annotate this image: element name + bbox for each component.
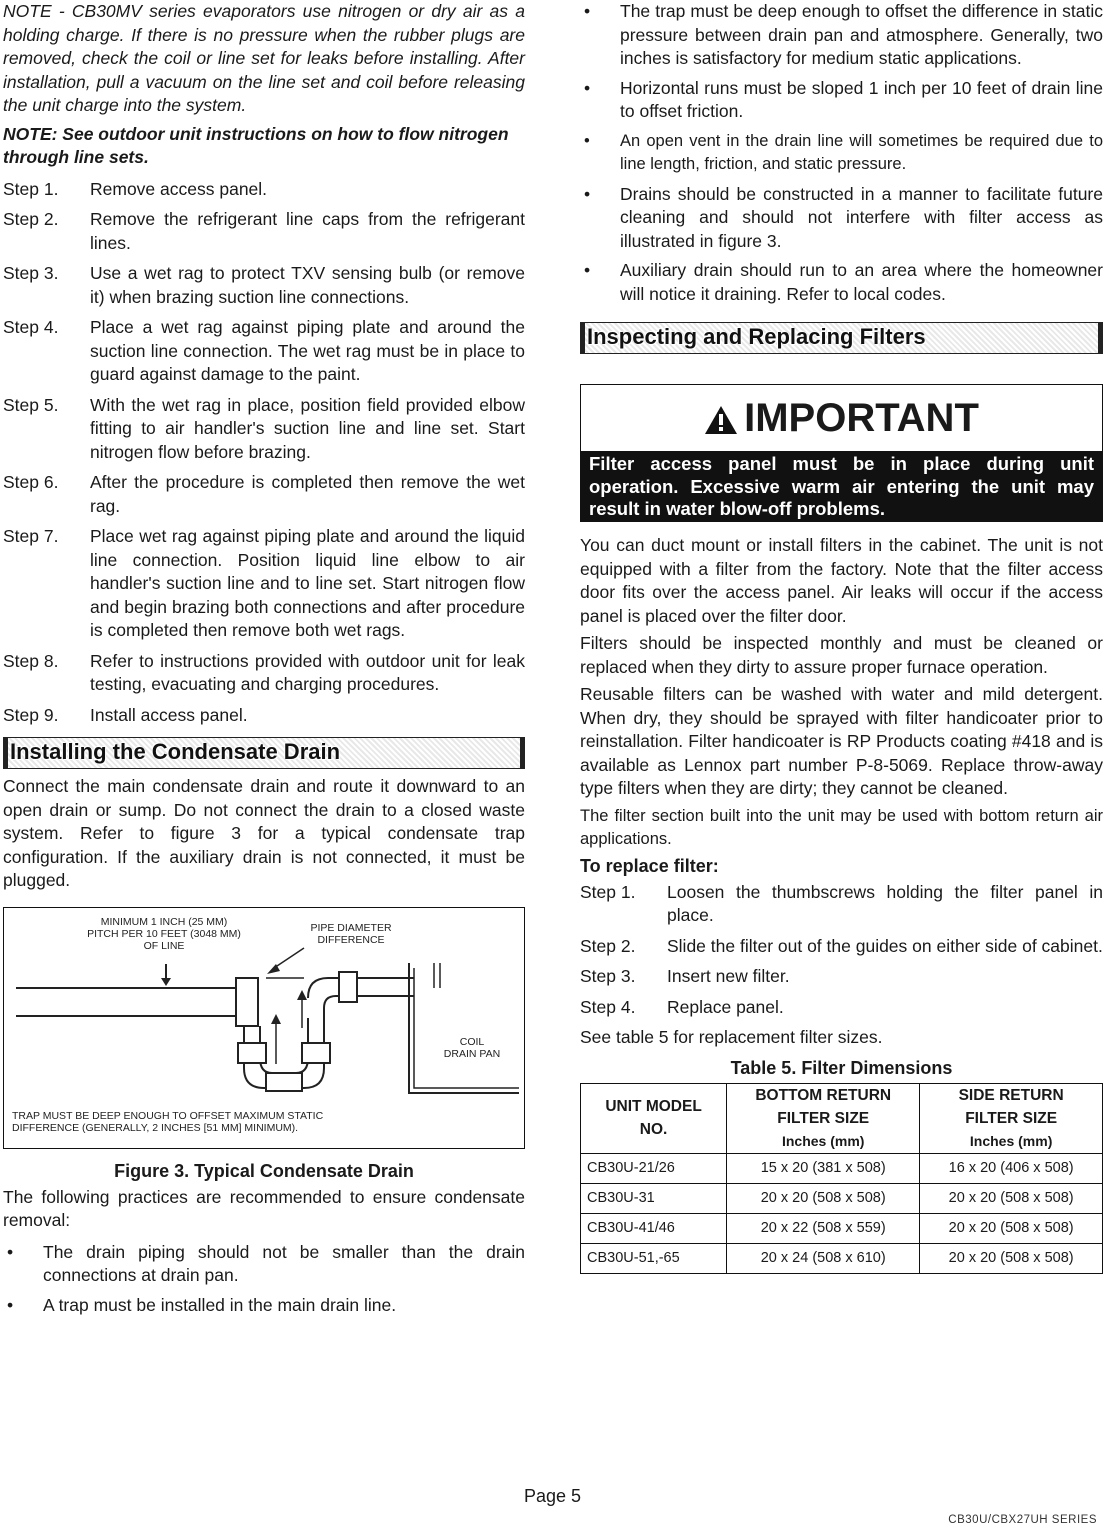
- col-bottom-return: BOTTOM RETURN FILTER SIZE Inches (mm): [727, 1083, 920, 1153]
- section-heading-text: Installing the Condensate Drain: [10, 739, 341, 764]
- figure-caption: Figure 3. Typical Condensate Drain: [114, 1160, 414, 1181]
- table-row: CB30U-31 20 x 20 (508 x 508) 20 x 20 (508 x 508): [581, 1183, 1103, 1213]
- trap-coupling-left: [238, 1043, 266, 1063]
- condensate-intro: Connect the main condensate drain and route it downward to an open drain or sump. Do not connect the drain to a closed waste system. Refer to figure 3 for a typical condensate trap configuration. If the auxiliary drain is not connected, it must be plugged.: [3, 776, 525, 890]
- filter-dimensions-table: [580, 1083, 1103, 1274]
- list-item: • The trap must be deep enough to offset the difference in static pressure between drain pan and atmosphere. Generally, two inches is satisfactory for medium static applications.: [584, 1, 1103, 68]
- section-heading-text: Inspecting and Replacing Filters: [587, 324, 926, 349]
- drain-pan-inner: [414, 968, 519, 1088]
- table-row: CB30U-41/46 20 x 22 (508 x 559) 20 x 20 (508 x 508): [581, 1213, 1103, 1243]
- list-item: • Horizontal runs must be sloped 1 inch per 10 feet of drain line to offset friction.: [584, 77, 1103, 121]
- holding-charge-note: NOTE - CB30MV series evaporators use nitrogen or dry air as a holding charge. If there is no pressure when the rubber plugs are removed, check the coil or line set for leaks before installing. After installation, pull a vacuum on the line set and coil before releasing the unit charge into the system.: [3, 1, 525, 115]
- filter-para: Filters should be inspected monthly and must be cleaned or replaced when they dirty to assure proper furnace operation.: [580, 633, 1103, 677]
- trap-depth-label: TRAP MUST BE DEEP ENOUGH TO OFFSET MAXIMUM STATIC DIFFERENCE (GENERALLY, 2 INCHES [51 MM] MINIMUM).: [12, 1109, 324, 1134]
- table-row: CB30U-51,-65 20 x 24 (508 x 610) 20 x 20 (508 x 508): [581, 1243, 1103, 1273]
- nitrogen-note: NOTE: See outdoor unit instructions on how to flow nitrogen through line sets.: [3, 123, 509, 167]
- step-item: Step 1. Remove access panel.: [3, 178, 268, 199]
- coil-drain-pan-label: COIL DRAIN PAN: [443, 1035, 501, 1060]
- trap-coupling-right: [302, 1043, 330, 1063]
- step-item: Step 7. Place wet rag against piping plate and around the liquid line connection. Position liquid line elbow to air handler's suction line and to line set. Start nitrogen flow and begin brazing both connections and after procedure is completed then remove both wet rags.: [3, 526, 525, 640]
- list-item: • A trap must be installed in the main drain line.: [7, 1294, 397, 1315]
- filter-para: The filter section built into the unit may be used with bottom return air applications.: [580, 806, 1103, 848]
- list-item: • Drains should be constructed in a manner to facilitate future cleaning and should not interfere with filter access as illustrated in figure 3.: [584, 183, 1103, 251]
- pipe-diameter-arrow: [274, 948, 304, 968]
- practices-list: [3, 1241, 525, 1318]
- step-item: Step 4. Replace panel.: [580, 996, 784, 1017]
- step-item: Step 3. Insert new filter.: [580, 966, 790, 986]
- list-item: • An open vent in the drain line will sometimes be required due to line length, friction, and static pressure.: [584, 131, 1103, 173]
- step-item: Step 4. Place a wet rag against piping plate and around the suction line connection. The wet rag must be in place to guard against damage to the paint.: [3, 317, 525, 384]
- filter-para: You can duct mount or install filters in the cabinet. The unit is not equipped with a filter from the factory. Note that the filter access door fits over the access panel. Air leaks will occur if the access panel is placed over the filter door.: [580, 535, 1103, 626]
- page-number: Page 5: [523, 1486, 582, 1506]
- coupling: [236, 978, 258, 1026]
- practices-intro: The following practices are recommended to ensure condensate removal:: [3, 1186, 525, 1230]
- section-heading-filters: [580, 322, 1103, 354]
- drain-pan-outline: [409, 963, 519, 1093]
- col-unit-model: UNIT MODEL NO.: [581, 1083, 727, 1153]
- trap-inner: [260, 1018, 308, 1073]
- table-title: Table 5. Filter Dimensions: [730, 1057, 953, 1078]
- col-side-return: SIDE RETURN FILTER SIZE Inches (mm): [920, 1083, 1103, 1153]
- list-item: • Auxiliary drain should run to an area where the homeowner will notice it draining. Refer to local codes.: [584, 260, 1103, 304]
- pitch-label: MINIMUM 1 INCH (25 MM) PITCH PER 10 FEET (3048 MM) OF LINE: [87, 915, 241, 952]
- series-label: CB30U/CBX27UH SERIES: [948, 1514, 1097, 1526]
- important-title: IMPORTANT: [581, 387, 1102, 449]
- pipe-diameter-label: PIPE DIAMETER DIFFERENCE: [310, 921, 392, 946]
- see-table-note: See table 5 for replacement filter sizes.: [580, 1027, 883, 1047]
- step-item: Step 1. Loosen the thumbscrews holding the filter panel in place.: [580, 881, 1103, 925]
- drain-practices-list: [580, 0, 1103, 306]
- replace-steps: [580, 881, 1103, 1020]
- step-item: Step 6. After the procedure is completed then remove the wet rag.: [3, 472, 525, 516]
- step-item: Step 2. Slide the filter out of the guides on either side of cabinet.: [580, 935, 1103, 956]
- important-body: Filter access panel must be in place during unit operation. Excessive warm air entering the unit may result in water blow-off problems.: [581, 451, 1102, 521]
- filter-para: Reusable filters can be washed with water and mild detergent. When dry, they should be sprayed with filter handicoater prior to reinstallation. Filter handicoater is RP Products coating #418 and is available as Lennox part number P-8-5069. Replace throw-away type filters when they are dirty; they cannot be cleaned.: [580, 684, 1103, 798]
- important-callout: [580, 384, 1103, 522]
- step-item: Step 9. Install access panel.: [3, 704, 248, 725]
- table-header-row: [581, 1083, 1103, 1153]
- right-column: [580, 0, 1103, 1274]
- step-item: Step 8. Refer to instructions provided with outdoor unit for leak testing, evacuating and charging procedures.: [3, 650, 525, 694]
- pan-coupling: [339, 972, 357, 1002]
- replace-filter-heading: To replace filter:: [580, 855, 719, 876]
- list-item: • The drain piping should not be smaller than the drain connections at drain pan.: [7, 1241, 525, 1285]
- step-item: Step 2. Remove the refrigerant line caps from the refrigerant lines.: [3, 209, 525, 253]
- trap-bottom-coupling: [266, 1073, 302, 1091]
- condensate-drain-figure: [3, 907, 525, 1149]
- step-item: Step 3. Use a wet rag to protect TXV sensing bulb (or remove it) when brazing suction line connections.: [3, 263, 525, 307]
- left-column: [3, 0, 525, 1323]
- warning-triangle-icon: [704, 405, 738, 435]
- table-row: CB30U-21/26 15 x 20 (381 x 508) 16 x 20 (406 x 508): [581, 1153, 1103, 1183]
- brazing-steps: [3, 178, 525, 728]
- section-heading-condensate-drain: [3, 737, 525, 769]
- step-item: Step 5. With the wet rag in place, position field provided elbow fitting to air handler's suction line and line set. Start nitrogen flow before brazing.: [3, 394, 525, 462]
